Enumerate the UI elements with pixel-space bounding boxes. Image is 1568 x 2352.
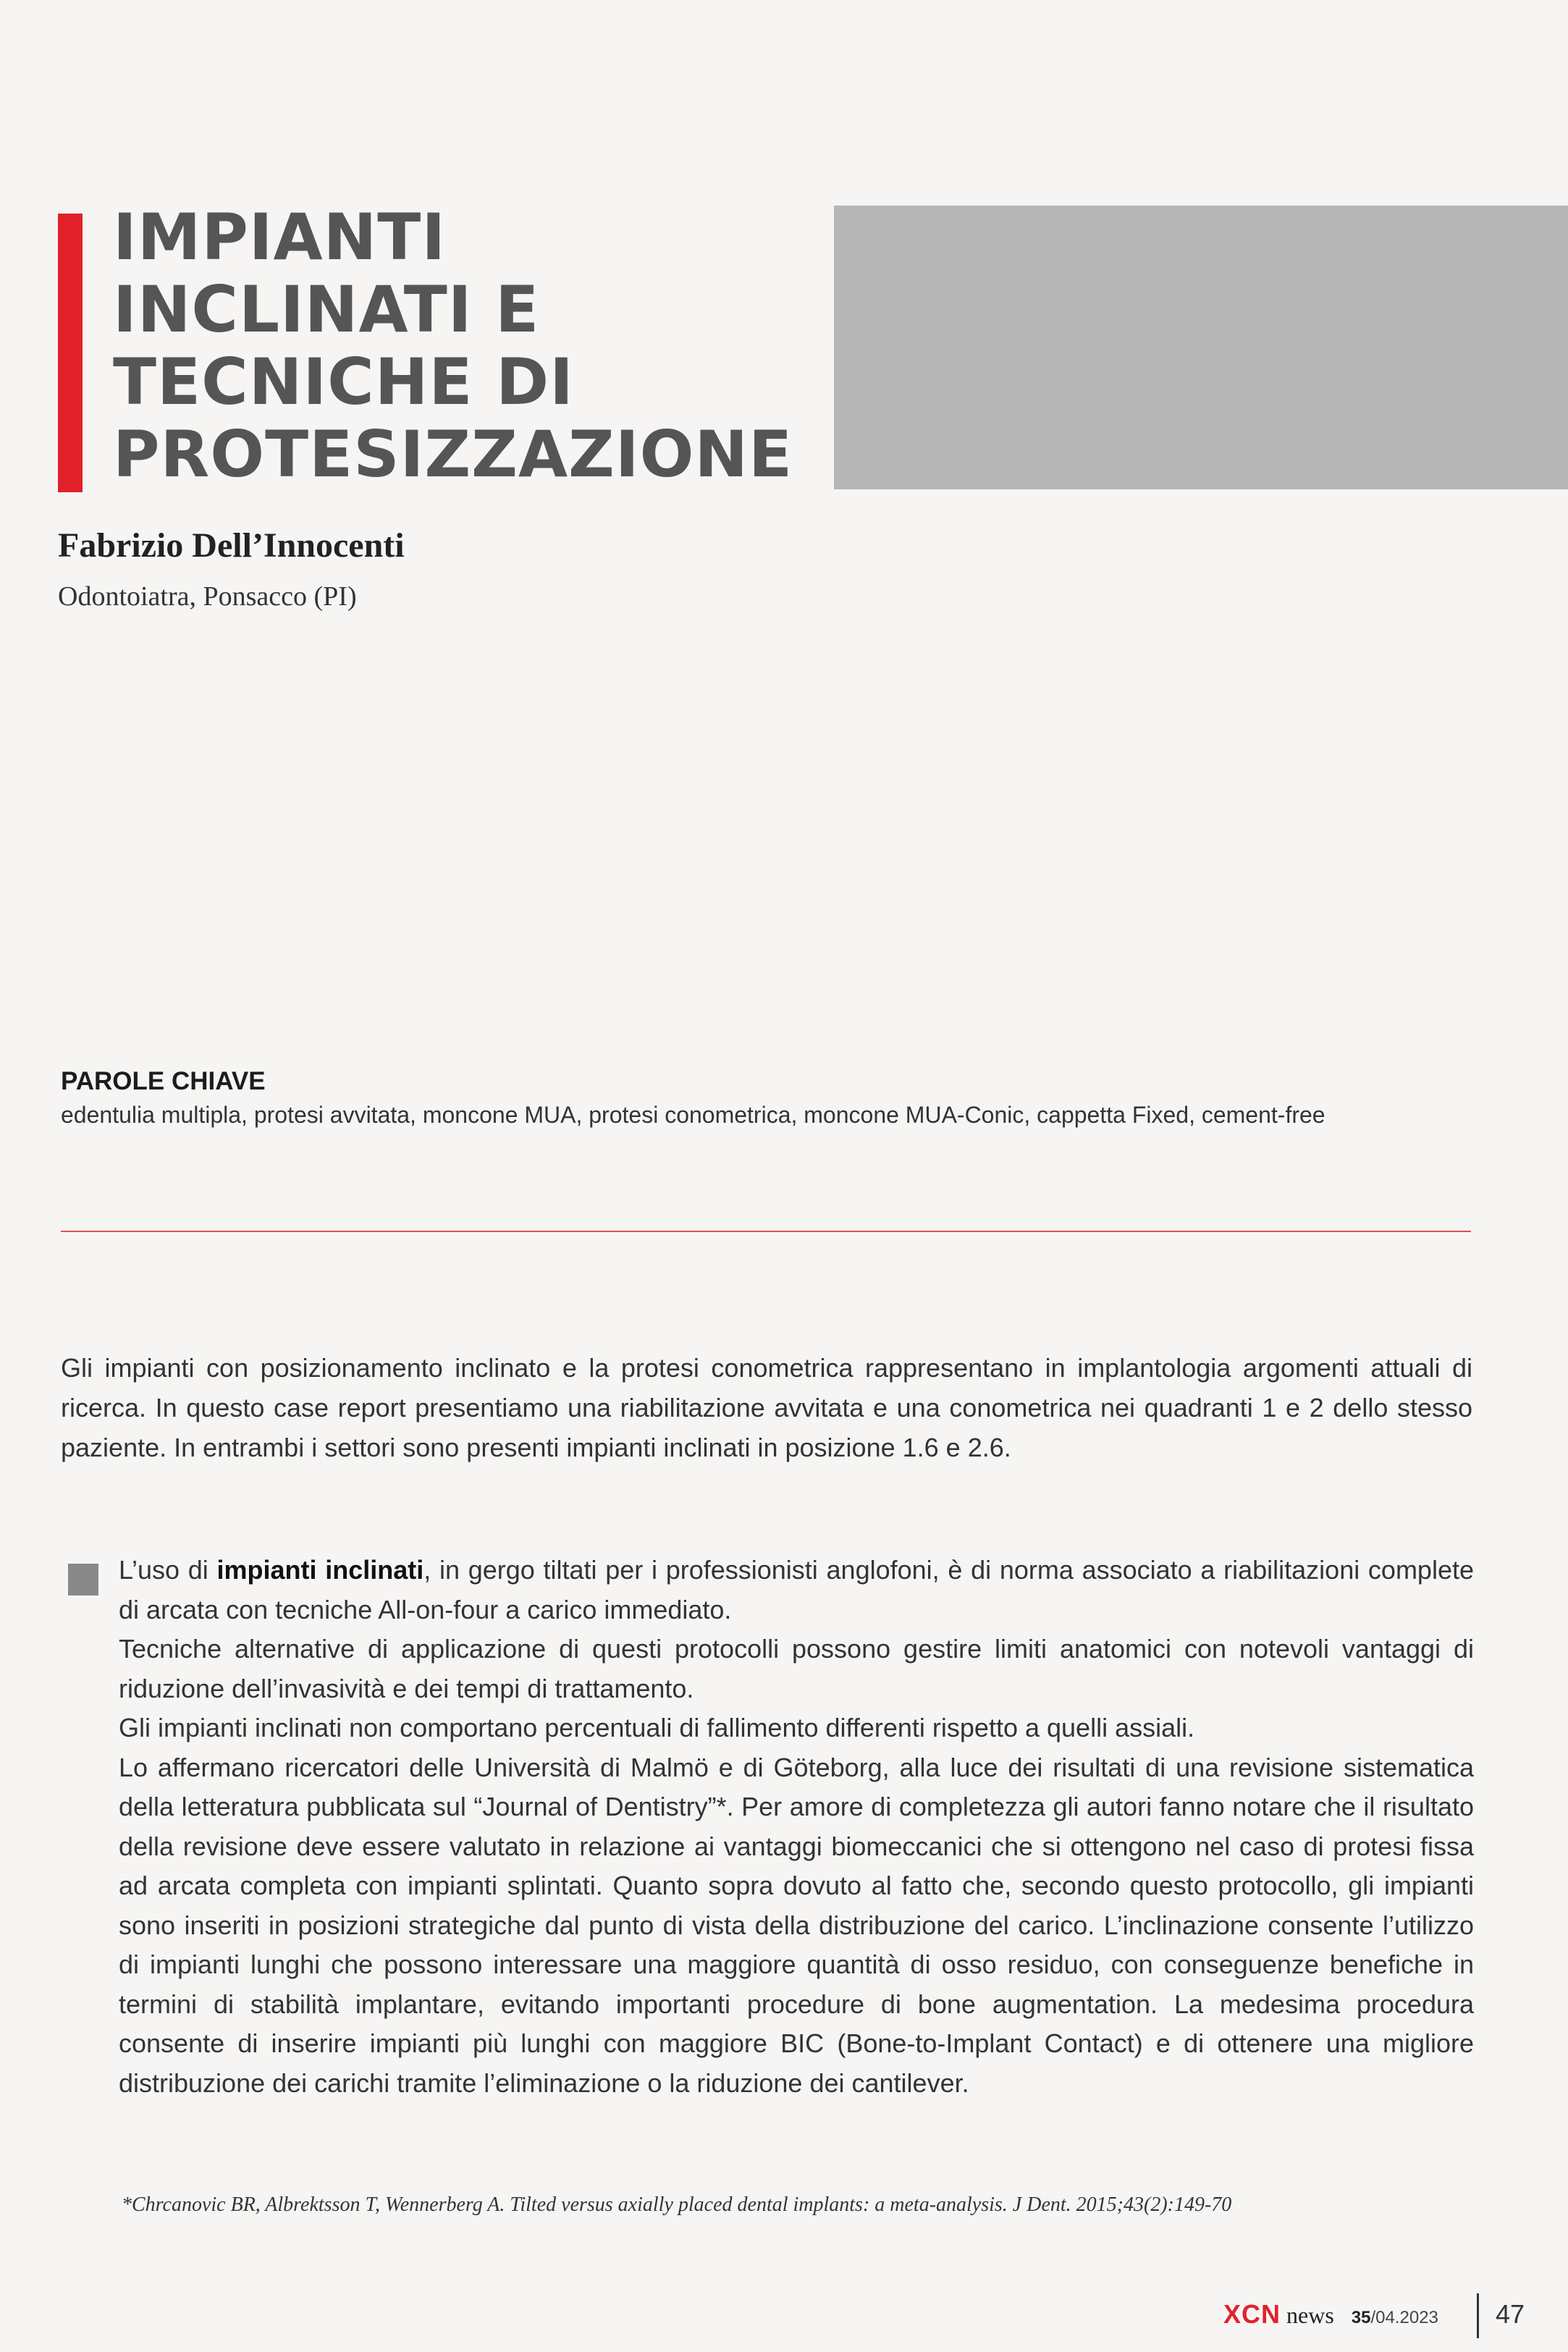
- bold-term: impianti inclinati: [216, 1555, 424, 1585]
- body-paragraph: [119, 1551, 1474, 1630]
- title-line: IMPIANTI: [113, 200, 447, 274]
- body-paragraph: Gli impianti inclinati non comportano percentuali di fallimento differenti rispetto a quelli assiali.: [119, 1713, 1195, 1742]
- title-accent-bar: [58, 214, 83, 492]
- footer-masthead: [1223, 2299, 1438, 2335]
- author-affiliation: Odontoiatra, Ponsacco (PI): [58, 581, 357, 612]
- author-name: Fabrizio Dell’Innocenti: [58, 526, 405, 565]
- issue-number: 35: [1351, 2308, 1371, 2327]
- keywords-heading: PAROLE CHIAVE: [61, 1067, 266, 1095]
- paragraph-marker-square: [68, 1564, 98, 1596]
- article-title: [113, 200, 793, 492]
- image-placeholder: [834, 206, 1568, 489]
- article-body: [119, 1551, 1474, 2103]
- body-text-span: , in gergo tiltati per i professionisti anglofoni, è di norma associato a riabilitazioni complete di arcata con tecniche All-on-four a carico immediato.: [119, 1555, 1474, 1624]
- page-number: 47: [1496, 2299, 1525, 2329]
- xcn-logo: XCN: [1223, 2299, 1281, 2329]
- title-line: TECNICHE DI: [113, 345, 574, 419]
- issue-date: /04.2023: [1370, 2308, 1438, 2327]
- news-logo: news: [1286, 2302, 1334, 2328]
- body-paragraph: Lo affermano ricercatori delle Università di Malmö e di Göteborg, alla luce dei risultati di una revisione sistematica della letteratura pubblicata sul “Journal of Dentistry”*. Per amore di completezza gli autori fanno notare che il risultato della revisione deve essere valutato in relazione ai vantaggi biomeccanici che si ottengono nel caso di protesi fissa ad arcata completa con impianti splintati. Quanto sopra dovuto al fatto che, secondo questo protocollo, gli impianti sono inseriti in posizioni strategiche dal punto di vista della distribuzione del carico. L’inclinazione consente l’utilizzo di impianti lunghi che possono interessare una maggiore quantità di osso residuo, con conseguenze benefiche in termini di stabilità implantare, evitando importanti procedure di bone augmentation. La medesima procedura consente di inserire impianti più lunghi con maggiore BIC (Bone-to-Implant Contact) e di ottenere una migliore distribuzione dei carichi tramite l’eliminazione o la riduzione dei cantilever.: [119, 1752, 1474, 2098]
- section-divider: [61, 1231, 1471, 1232]
- title-line: PROTESIZZAZIONE: [113, 417, 793, 492]
- body-paragraph: Tecniche alternative di applicazione di questi protocolli possono gestire limiti anatomici con notevoli vantaggi di riduzione dell’invasività e dei tempi di trattamento.: [119, 1634, 1474, 1703]
- title-line: INCLINATI E: [113, 272, 540, 347]
- abstract-text: Gli impianti con posizionamento inclinato e la protesi conometrica rappresentano in implantologia argomenti attuali di ricerca. In questo case report presentiamo una riabilitazione avvitata e una conometrica nei quadranti 1 e 2 dello stesso paziente. In entrambi i settori sono presenti impianti inclinati in posizione 1.6 e 2.6.: [61, 1353, 1472, 1462]
- footer-separator: [1477, 2293, 1479, 2338]
- keywords-list: edentulia multipla, protesi avvitata, moncone MUA, protesi conometrica, moncone MUA-Conic, cappetta Fixed, cement-free: [61, 1102, 1325, 1128]
- body-text-span: L’uso di: [119, 1555, 217, 1585]
- footnote-reference: *Chrcanovic BR, Albrektsson T, Wennerberg A. Tilted versus axially placed dental implants: a meta-analysis. J Dent. 2015;43(2):149-70: [122, 2193, 1232, 2216]
